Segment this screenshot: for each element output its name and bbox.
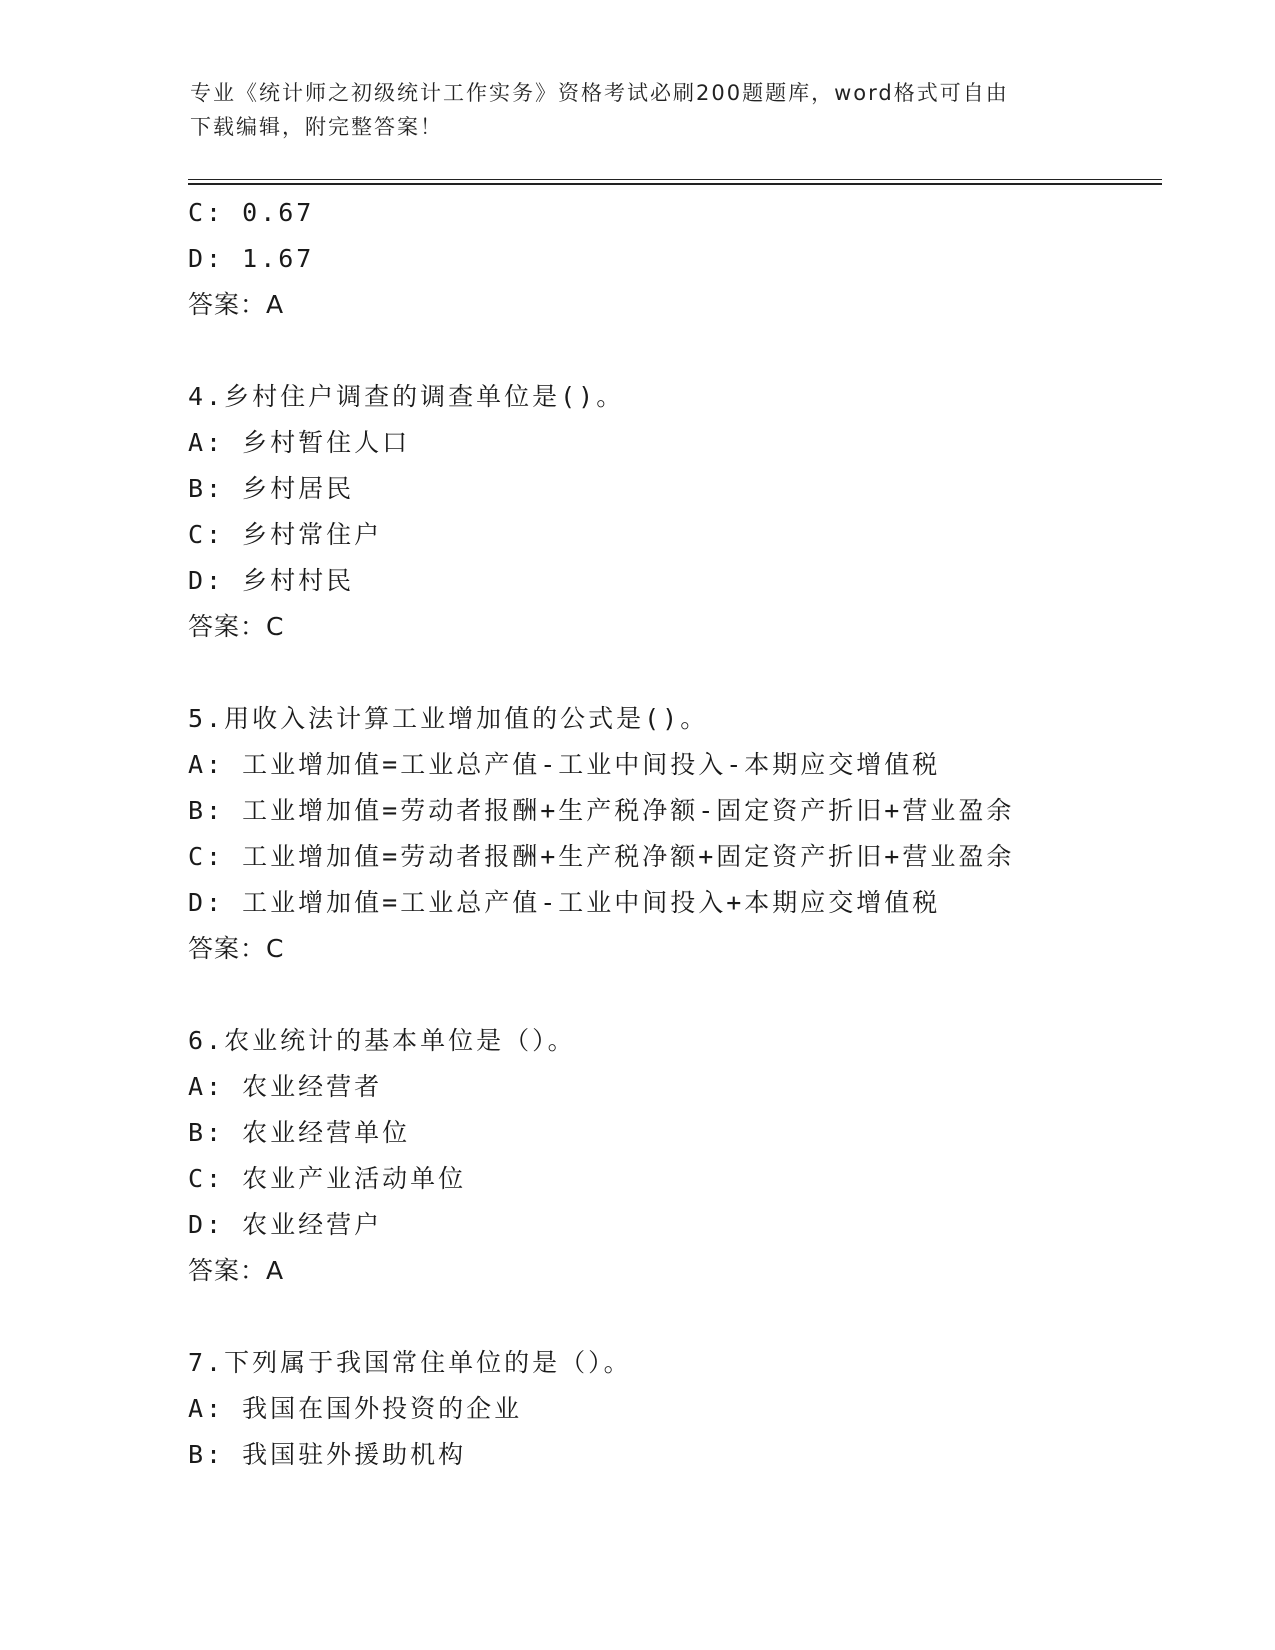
header-divider-thick xyxy=(188,183,1162,185)
option-a: A: 乡村暂住人口 xyxy=(188,428,411,457)
spacer xyxy=(188,972,1168,1018)
question-3-tail xyxy=(188,190,1168,328)
spacer xyxy=(188,650,1168,696)
option-b: B: 乡村居民 xyxy=(188,474,355,503)
question-list xyxy=(188,190,1168,1478)
header-divider-thin xyxy=(188,179,1162,180)
option-a: A: 工业增加值=工业总产值-工业中间投入-本期应交增值税 xyxy=(188,750,941,779)
option-b: B: 农业经营单位 xyxy=(188,1118,411,1147)
option-b: B: 我国驻外援助机构 xyxy=(188,1440,467,1469)
option-b: B: 工业增加值=劳动者报酬+生产税净额-固定资产折旧+营业盈余 xyxy=(188,796,1015,825)
document-header xyxy=(190,76,1070,144)
option-d: D: 乡村村民 xyxy=(188,566,355,595)
answer-text: 答案：C xyxy=(188,612,285,641)
question-stem: 7.下列属于我国常住单位的是（）。 xyxy=(188,1348,632,1377)
answer-text: 答案：A xyxy=(188,1256,285,1285)
header-title-line-1: 专业《统计师之初级统计工作实务》资格考试必刷200题题库，word格式可自由 xyxy=(190,81,1009,105)
question-6 xyxy=(188,1018,1168,1294)
answer-text: 答案：A xyxy=(188,290,285,319)
header-title-line-2: 下载编辑，附完整答案！ xyxy=(190,115,443,139)
question-stem: 6.农业统计的基本单位是（）。 xyxy=(188,1026,576,1055)
spacer xyxy=(188,328,1168,374)
option-c: C: 乡村常住户 xyxy=(188,520,383,549)
question-4 xyxy=(188,374,1168,650)
question-stem: 5.用收入法计算工业增加值的公式是()。 xyxy=(188,704,709,733)
question-stem: 4.乡村住户调查的调查单位是()。 xyxy=(188,382,625,411)
option-c: C: 农业产业活动单位 xyxy=(188,1164,467,1193)
question-7 xyxy=(188,1340,1168,1478)
option-a: A: 我国在国外投资的企业 xyxy=(188,1394,523,1423)
option-a: A: 农业经营者 xyxy=(188,1072,383,1101)
option-c: C: 0.67 xyxy=(188,198,315,227)
option-d: D: 农业经营户 xyxy=(188,1210,383,1239)
question-5 xyxy=(188,696,1168,972)
option-c: C: 工业增加值=劳动者报酬+生产税净额+固定资产折旧+营业盈余 xyxy=(188,842,1015,871)
option-d: D: 工业增加值=工业总产值-工业中间投入+本期应交增值税 xyxy=(188,888,941,917)
spacer xyxy=(188,1294,1168,1340)
option-d: D: 1.67 xyxy=(188,244,315,273)
answer-text: 答案：C xyxy=(188,934,285,963)
